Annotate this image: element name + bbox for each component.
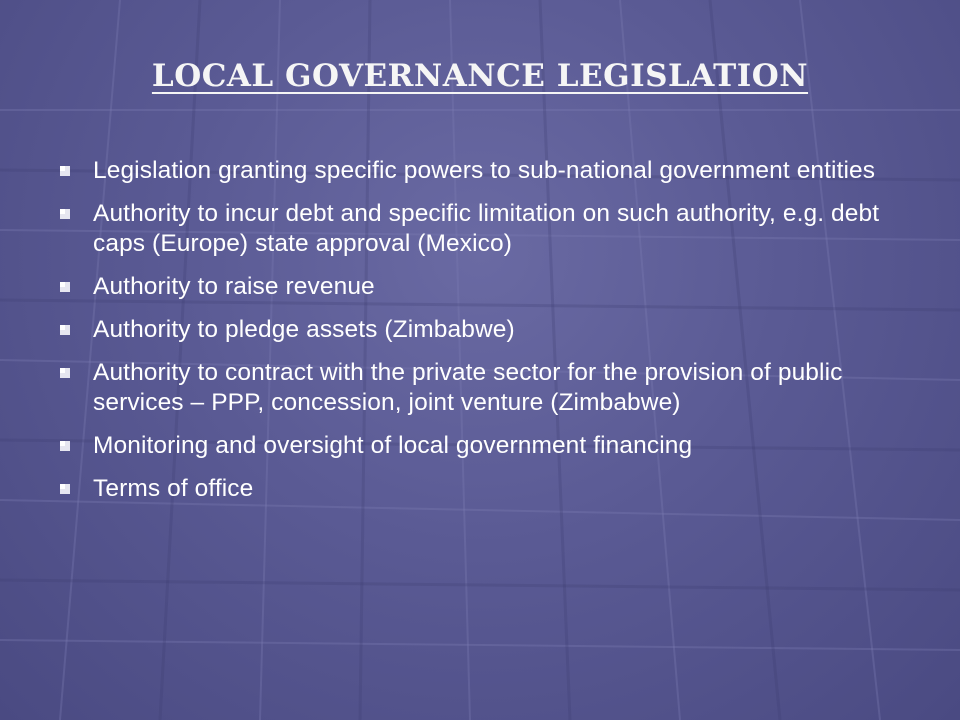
square-bullet-icon bbox=[60, 368, 70, 378]
slide-title: LOCAL GOVERNANCE LEGISLATION bbox=[151, 58, 809, 94]
bullet-text: Authority to incur debt and specific limitation on such authority, e.g. debt caps (Europe) state approval (Mexico) bbox=[93, 200, 880, 257]
bullet-text: Authority to contract with the private sector for the provision of public services – PPP, concession, joint venture (Zimbabwe) bbox=[93, 359, 843, 416]
bullet-item bbox=[60, 199, 890, 259]
bullet-list bbox=[60, 156, 890, 517]
bullet-item bbox=[60, 431, 890, 461]
bullet-text: Monitoring and oversight of local government financing bbox=[93, 432, 693, 459]
bullet-item bbox=[60, 315, 890, 345]
square-bullet-icon bbox=[60, 325, 70, 335]
square-bullet-icon bbox=[60, 484, 70, 494]
square-bullet-icon bbox=[60, 166, 70, 176]
bullet-text: Legislation granting specific powers to sub-national government entities bbox=[93, 157, 876, 184]
bullet-text: Authority to pledge assets (Zimbabwe) bbox=[93, 316, 515, 343]
square-bullet-icon bbox=[60, 441, 70, 451]
bullet-text: Authority to raise revenue bbox=[93, 273, 375, 300]
bullet-item bbox=[60, 272, 890, 302]
bullet-text: Terms of office bbox=[93, 475, 254, 502]
square-bullet-icon bbox=[60, 209, 70, 219]
bullet-item bbox=[60, 474, 890, 504]
bullet-item bbox=[60, 358, 890, 418]
bullet-item bbox=[60, 156, 890, 186]
square-bullet-icon bbox=[60, 282, 70, 292]
